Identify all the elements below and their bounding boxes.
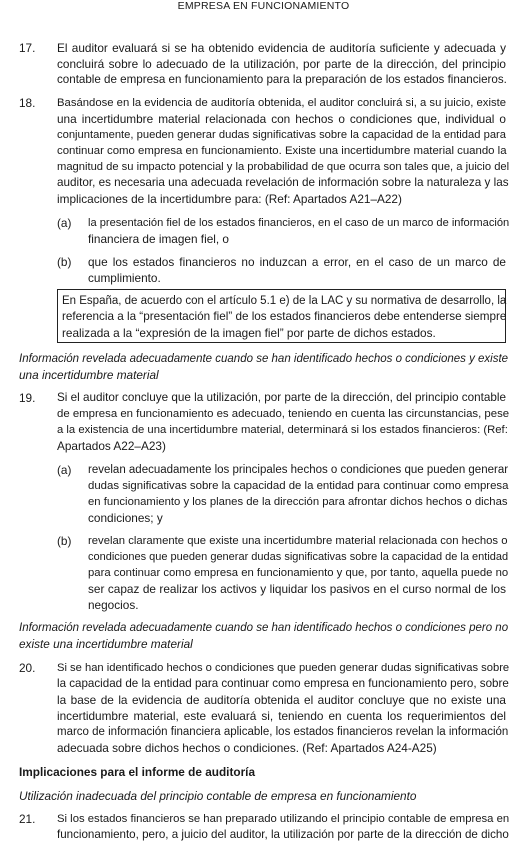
paragraph-number: 20. xyxy=(19,661,36,675)
list-label: (b) xyxy=(57,255,72,269)
paragraph-line: conjuntamente, pueden generar dudas significativas sobre la capacidad de la entidad para xyxy=(57,129,506,141)
section-heading-report-implications: Implicaciones para el informe de auditoría xyxy=(19,765,256,779)
paragraph-line: a la existencia de una incertidumbre material, determinará si los estados financieros: (Ref: xyxy=(57,424,508,436)
list-item-line: negocios. xyxy=(88,598,139,612)
paragraph-number: 21. xyxy=(19,812,36,826)
list-item-line: para continuar como empresa en funcionamiento y que, por tanto, aquella puede no xyxy=(88,567,509,579)
paragraph-line: la base de la evidencia de auditoría obtenida el auditor concluye que no existe una xyxy=(57,693,506,707)
paragraph-line: Si el auditor concluye que la utilización, por parte de la dirección, del principio contable xyxy=(57,391,506,404)
paragraph-line: Apartados A22–A23) xyxy=(57,439,166,453)
list-item-line: condiciones que pueden generar dudas significativas sobre la capacidad de la entidad xyxy=(88,551,509,563)
paragraph-number: 19. xyxy=(19,391,36,405)
heading-line: Información revelada adecuadamente cuando se han identificado hechos o condiciones pero no xyxy=(19,622,509,634)
paragraph-line: Si se han identificado hechos o condiciones que pueden generar dudas significativas sobre xyxy=(57,662,510,674)
list-item-line: financiera de imagen fiel, o xyxy=(88,232,229,246)
paragraph-line: funcionamiento, pero, a juicio del auditor, la utilización por parte de la dirección de dicho xyxy=(57,828,509,841)
subsection-heading-inappropriate-use: Utilización inadecuada del principio contable de empresa en funcionamiento xyxy=(19,789,417,803)
paragraph-number: 18. xyxy=(19,96,36,110)
list-item-line: revelan claramente que existe una incertidumbre material relacionada con hechos o xyxy=(88,535,508,547)
list-label: (a) xyxy=(57,463,72,477)
paragraph-line: la capacidad de la entidad para continuar como empresa en funcionamiento pero, sobre xyxy=(57,677,509,690)
note-line: referencia a la “presentación fiel” de los estados financieros debe entenderse siempre xyxy=(62,310,507,323)
paragraph-line: magnitud de su impacto potencial y la probabilidad de que ocurra son tales que, a juicio del xyxy=(57,161,510,173)
paragraph-line: implicaciones de la incertidumbre para: (Ref: Apartados A21–A22) xyxy=(57,192,402,206)
paragraph-line: continuar como empresa en funcionamiento. Existe una incertidumbre material cuando la xyxy=(57,145,507,157)
paragraph-line: marco de información financiera aplicable, los estados financieros revelan la información xyxy=(57,726,509,738)
list-label: (a) xyxy=(57,216,72,230)
running-header: EMPRESA EN FUNCIONAMIENTO xyxy=(177,0,350,12)
heading-line: existe una incertidumbre material xyxy=(19,637,193,651)
paragraph-line: adecuada sobre dichos hechos o condiciones. (Ref: Apartados A24-A25) xyxy=(57,741,437,755)
list-item-line: condiciones; y xyxy=(88,511,163,525)
paragraph-line: contable de empresa en funcionamiento para la preparación de los estados financieros. xyxy=(57,73,507,86)
paragraph-line: El auditor evaluará si se ha obtenido evidencia de auditoría suficiente y adecuada y xyxy=(57,41,506,55)
list-item-line: revelan adecuadamente los principales hechos o condiciones que pueden generar xyxy=(88,464,509,476)
list-item-line: en funcionamiento y los planes de la dirección para afrontar dichos hechos o dichas xyxy=(88,496,508,508)
list-item-line: ser capaz de realizar los activos y liquidar los pasivos en el curso normal de los xyxy=(88,582,506,596)
list-item-line: que los estados financieros no induzcan a error, en el caso de un marco de xyxy=(88,255,506,269)
list-item-line: la presentación fiel de los estados financieros, en el caso de un marco de información xyxy=(88,217,510,229)
paragraph-line: Basándose en la evidencia de auditoría obtenida, el auditor concluirá si, a su juicio, existe xyxy=(57,97,507,109)
heading-line: Información revelada adecuadamente cuando se han identificado hechos o condiciones y existe xyxy=(19,353,509,365)
paragraph-line: de empresa en funcionamiento es adecuado, teniendo en cuenta las circunstancias, pese xyxy=(57,408,510,420)
list-label: (b) xyxy=(57,534,72,548)
paragraph-line: Si los estados financieros se han preparado utilizando el principio contable de empresa en xyxy=(57,813,510,825)
paragraph-line: auditor, es necesaria una adecuada revelación de información sobre la naturaleza y las xyxy=(57,176,509,189)
heading-line: una incertidumbre material xyxy=(19,368,159,382)
paragraph-line: concluirá sobre lo adecuado de la utilización, por parte de la dirección, del principio xyxy=(57,57,506,71)
paragraph-number: 17. xyxy=(19,41,36,55)
note-line: realizada a la “expresión de la imagen fiel” por parte de dichos estados. xyxy=(62,326,436,340)
paragraph-line: incertidumbre material, este evaluará si, teniendo en cuenta los requerimientos del xyxy=(57,709,506,723)
list-item-line: dudas significativas sobre la capacidad de la entidad para continuar como empresa xyxy=(88,480,509,492)
list-item-line: cumplimiento. xyxy=(88,271,161,285)
paragraph-line: una incertidumbre material relacionada con hechos o condiciones que, individual o xyxy=(57,112,506,126)
note-line: En España, de acuerdo con el artículo 5.1 e) de la LAC y su normativa de desarrollo, la xyxy=(62,295,507,307)
